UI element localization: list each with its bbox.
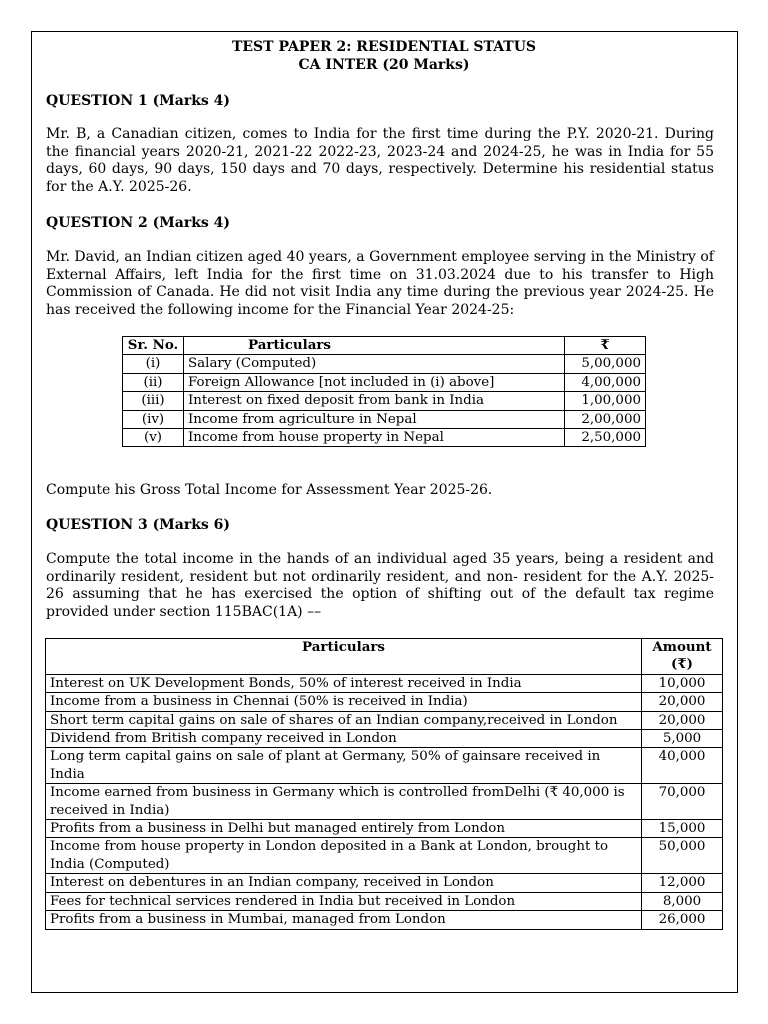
question-2-heading: QUESTION 2 (Marks 4) xyxy=(46,215,231,231)
table-row xyxy=(46,874,723,892)
cell-particular: Salary (Computed) xyxy=(184,355,565,373)
cell-amount: 20,000 xyxy=(642,711,723,729)
question-3-text: Compute the total income in the hands of an individual aged 35 years, being a resident and ordinarily resident, resident but not ordinarily resident, and non- resident for the A.Y. 2025-26 assuming that he has exercised the option of shifting out of the default tax regime provided under section 115BAC(1A) –– xyxy=(46,551,714,620)
cell-particular: Profits from a business in Mumbai, managed from London xyxy=(46,911,642,929)
cell-particular: Interest on fixed deposit from bank in India xyxy=(184,392,565,410)
table-row xyxy=(46,892,723,910)
cell-amount: 15,000 xyxy=(642,820,723,838)
table-header-row xyxy=(123,337,646,355)
cell-particular: Income from house property in Nepal xyxy=(184,429,565,447)
column-header-sr: Sr. No. xyxy=(123,337,184,355)
cell-particular: Income from a business in Chennai (50% is received in India) xyxy=(46,693,642,711)
column-header-particulars: Particulars xyxy=(46,639,642,675)
column-header-amount: ₹ xyxy=(565,337,646,355)
cell-particular: Income from agriculture in Nepal xyxy=(184,410,565,428)
question-3-heading: QUESTION 3 (Marks 6) xyxy=(46,517,231,533)
question-1-text: Mr. B, a Canadian citizen, comes to India for the first time during the P.Y. 2020-21. During the financial years 2020-21, 2021-22 2022-23, 2023-24 and 2024-25, he was in India for 55 days, 60 days, 90 days, 150 days and 70 days, respectively. Determine his residential status for the A.Y. 2025-26. xyxy=(46,126,714,195)
table-row xyxy=(46,674,723,692)
table-row xyxy=(123,429,646,447)
cell-amount: 2,00,000 xyxy=(565,410,646,428)
cell-particular: Long term capital gains on sale of plant at Germany, 50% of gainsare received in India xyxy=(46,748,642,784)
table-row xyxy=(123,410,646,428)
income-table-q3 xyxy=(45,638,723,930)
cell-sr: (iii) xyxy=(123,392,184,410)
cell-amount: 1,00,000 xyxy=(565,392,646,410)
table-row xyxy=(46,784,723,820)
cell-amount: 50,000 xyxy=(642,838,723,874)
cell-amount: 5,000 xyxy=(642,730,723,748)
cell-amount: 12,000 xyxy=(642,874,723,892)
cell-particular: Profits from a business in Delhi but managed entirely from London xyxy=(46,820,642,838)
cell-sr: (ii) xyxy=(123,373,184,391)
table-row xyxy=(123,392,646,410)
cell-amount: 8,000 xyxy=(642,892,723,910)
table-row xyxy=(123,373,646,391)
paper-title: TEST PAPER 2: RESIDENTIAL STATUS xyxy=(231,39,537,55)
column-header-particulars: Particulars xyxy=(184,337,565,355)
table-row xyxy=(46,820,723,838)
cell-amount: 5,00,000 xyxy=(565,355,646,373)
cell-sr: (iv) xyxy=(123,410,184,428)
table-row xyxy=(46,748,723,784)
cell-particular: Fees for technical services rendered in India but received in London xyxy=(46,892,642,910)
income-table-q2 xyxy=(122,336,646,447)
table-header-row xyxy=(46,639,723,675)
question-2-text: Mr. David, an Indian citizen aged 40 years, a Government employee serving in the Ministry of External Affairs, left India for the first time on 31.03.2024 due to his transfer to High Commission of Canada. He did not visit India any time during the previous year 2024-25. He has received the following income for the Financial Year 2024-25: xyxy=(46,249,714,318)
paper-subtitle: CA INTER (20 Marks) xyxy=(298,57,470,73)
cell-amount: 20,000 xyxy=(642,693,723,711)
table-row xyxy=(46,711,723,729)
cell-particular: Interest on debentures in an Indian company, received in London xyxy=(46,874,642,892)
question-1-heading: QUESTION 1 (Marks 4) xyxy=(46,93,231,109)
table-row xyxy=(123,355,646,373)
cell-particular: Foreign Allowance [not included in (i) above] xyxy=(184,373,565,391)
cell-amount: 4,00,000 xyxy=(565,373,646,391)
cell-particular: Short term capital gains on sale of shares of an Indian company,received in London xyxy=(46,711,642,729)
cell-particular: Income from house property in London deposited in a Bank at London, brought to India (Computed) xyxy=(46,838,642,874)
cell-amount: 10,000 xyxy=(642,674,723,692)
cell-amount: 2,50,000 xyxy=(565,429,646,447)
table-row xyxy=(46,838,723,874)
column-header-amount: Amount (₹) xyxy=(642,639,723,675)
table-row xyxy=(46,730,723,748)
question-2-footer: Compute his Gross Total Income for Assessment Year 2025-26. xyxy=(46,482,493,498)
cell-amount: 70,000 xyxy=(642,784,723,820)
cell-particular: Income earned from business in Germany which is controlled fromDelhi (₹ 40,000 is received in India) xyxy=(46,784,642,820)
cell-amount: 40,000 xyxy=(642,748,723,784)
cell-particular: Interest on UK Development Bonds, 50% of interest received in India xyxy=(46,674,642,692)
cell-sr: (v) xyxy=(123,429,184,447)
cell-particular: Dividend from British company received in London xyxy=(46,730,642,748)
table-row xyxy=(46,911,723,929)
cell-sr: (i) xyxy=(123,355,184,373)
table-row xyxy=(46,693,723,711)
cell-amount: 26,000 xyxy=(642,911,723,929)
